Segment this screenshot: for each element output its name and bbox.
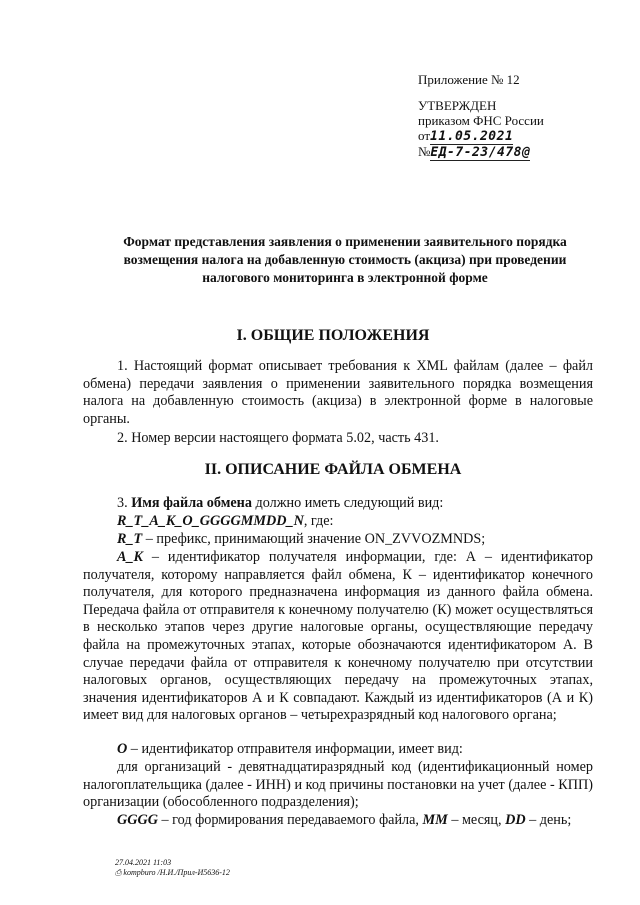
paragraph-1: 1. Настоящий формат описывает требования к XML файлам (далее – файл обмена) передачи заявления о применении заявительного порядка возмещения налога на добавленную стоимость (акциза) в электронной форме в налоговые органы. (83, 358, 593, 427)
footer-author: ⎙ kompburo /Н.И./Прил-И5636-12 (115, 868, 230, 877)
number-prefix: № (418, 144, 431, 159)
date-prefix: от (418, 128, 431, 143)
definition-rt: R_T – префикс, принимающий значение ON_ZVVOZMNDS; (117, 531, 486, 547)
filename-pattern: R_T_A_K_O_GGGGMMDD_N, где: (117, 513, 334, 529)
document-title: Формат представления заявления о применении заявительного порядка возмещения налога на добавленную стоимость (акциза) при проведении налогового мониторинга в электронной форме (123, 234, 567, 285)
filename-term: Имя файла обмена (131, 495, 252, 511)
section-heading-general: I. ОБЩИЕ ПОЛОЖЕНИЯ (236, 327, 430, 344)
footer-timestamp: 27.04.2021 11:03 (115, 858, 172, 867)
paragraph-2: 2. Номер версии настоящего формата 5.02, часть 431. (117, 430, 439, 446)
definition-o: O – идентификатор отправителя информации, имеет вид: (117, 741, 463, 757)
number-handwritten: ЕД-7-23/478@ (430, 145, 531, 160)
order-label: приказом ФНС России (418, 113, 544, 128)
order-number (418, 144, 608, 160)
order-date (418, 128, 608, 144)
definition-org: для организаций - девятнадцатиразрядный код (идентификационный номер налогоплательщика (далее - ИНН) и код причины постановки на учет (далее - КПП) организации (обособленного подразделения); (83, 759, 593, 811)
definition-date: GGGG – год формирования передаваемого файла, MM – месяц, DD – день; (117, 812, 572, 828)
pattern-term: R_T_A_K_O_GGGGMMDD_N (117, 513, 304, 529)
definition-ak: A_K – идентификатор получателя информации, где: А – идентификатор получателя, которому направляется файл обмена, К – идентификатор конечного получателя, для которого предназначена информация из данного файла обмена. Передача файла от отправителя к конечному получателю (К) может осуществляться в несколько этапов через другие налоговые органы, осуществляющие передачу файла на промежуточных этапах, которые обозначаются идентификатором А. В случае передачи файла от отправителя к конечному получателю при отсутствии налоговых органов, осуществляющих передачу на промежуточных этапах, значения идентификаторов А и К совпадают. Каждый из идентификаторов (А и К) имеет вид для налоговых органов – четырехразрядный код налогового органа; (83, 549, 593, 724)
approval-stamp (418, 98, 608, 160)
paragraph-3: 3. Имя файла обмена должно иметь следующий вид: (117, 495, 444, 511)
appendix-label: Приложение № 12 (418, 72, 520, 87)
footer-stamp (115, 858, 230, 878)
printer-icon: ⎙ (115, 868, 124, 877)
approved-label: УТВЕРЖДЕН (418, 98, 497, 113)
section-heading-exchange-file: II. ОПИСАНИЕ ФАЙЛА ОБМЕНА (204, 461, 462, 478)
date-handwritten: 11.05.2021 (430, 129, 514, 144)
